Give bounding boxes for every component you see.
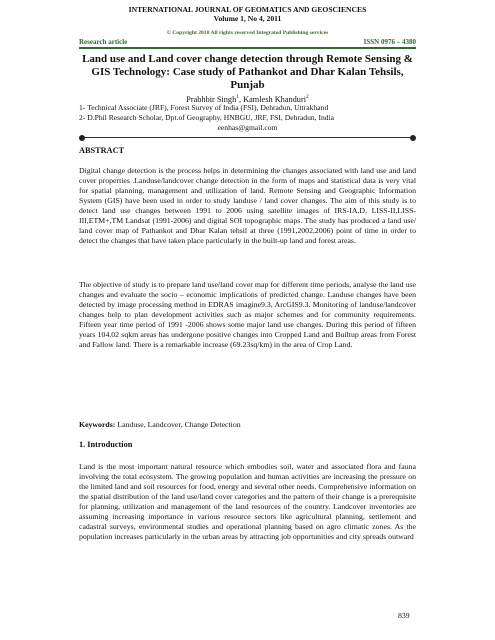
- separator-dot-right: [410, 135, 416, 141]
- author-2: Kamlesh Khanduri: [243, 94, 307, 104]
- separator-dot-left: [79, 135, 85, 141]
- introduction-heading: 1. Introduction: [79, 440, 133, 449]
- author-1-affil-marker: 1: [236, 94, 239, 100]
- journal-volume: Volume 1, No 4, 2011: [213, 14, 282, 23]
- affiliation-2: 2- D.Phil Research Scholar, Dpt.of Geography, HNBGU, JRF, FSI, Dehradun, India: [79, 113, 335, 122]
- author-separator: ,: [238, 94, 244, 104]
- paper-title: Land use and Land cover change detection through Remote Sensing & GIS Technology: Case study of Pathankot and Dhar Kalan Tehsils, Punjab: [82, 53, 413, 91]
- abstract-paragraph-2: The objective of study is to prepare land use/land cover map for different time periods, analyse the land use changes and evaluate the socio – economic implications of predicted change. Landuse changes have been detected by image processing method in EDRAS imagine9.3, ArcGIS9.3. Monitoring of landuse/landcover changes help to plan development activities such as major schemes and for community requirements. Fifteen year time period of 1991 -2006 shows some major land use changes. During this period of fifteen years 104.02 sqkm areas has undergone positive changes into Cropped Land and Builtup areas from Forest and Fallow land. There is a remarkable increase (69.23sq/km) in the area of Crop Land.: [79, 280, 416, 349]
- introduction-paragraph-1: Land is the most important natural resource which embodies soil, water and associated flora and fauna involving the total ecosystem. The growing population and human activities are increasing the pressure on the limited land and soil resources for food, energy and several other needs. Comprehensive information on the spatial distribution of the land use/land cover categories and the pattern of their change is a prerequisite for planning, utilization and management of the land resources of the country. Landcover inventories are assuming increasing importance in various resource sectors like agricultural planning, settlement and cadastral surveys, environmental studies and operational planning based on agro climatic zones. As the population increases particularly in the urban areas by attracting job opportunities and city spreads outward: [79, 462, 416, 541]
- author-1: Prabhbir Singh: [186, 94, 237, 104]
- page-number: 839: [398, 611, 410, 620]
- keywords-label: Keywords:: [79, 420, 116, 429]
- keywords-text: Landuse, Landcover, Change Detection: [115, 420, 241, 429]
- section-separator: [79, 134, 416, 141]
- article-type: Research article: [79, 38, 128, 46]
- journal-header: [0, 5, 495, 23]
- keywords-line: [79, 420, 416, 430]
- author-2-affil-marker: 2: [306, 94, 309, 100]
- issn: ISSN 0976 – 4380: [363, 38, 416, 46]
- author-email[interactable]: eenhas@gmail.com: [217, 123, 278, 132]
- copyright-notice: © Copyright 2010 All rights reserved Integrated Publishing services: [166, 30, 329, 36]
- journal-name: INTERNATIONAL JOURNAL OF GEOMATICS AND GEOSCIENCES: [128, 5, 367, 14]
- separator-line: [84, 137, 411, 138]
- abstract-heading: ABSTRACT: [79, 146, 125, 155]
- abstract-paragraph-1: Digital change detection is the process helps in determining the changes associated with land use and land cover properties .Landuse/landcover change detection in the form of maps and statistical data is very vital for spatial planning, management and utilization of land. Remote Sensing and Geographic Information System (GIS) have been used in order to study landuse / land cover changes. The aim of this study is to detect land use changes between 1991 to 2006 using satellite images of IRS-IA,D, LISS-II,LISS-III,ETM+,TM Landsat (1991-2006) and digital SOI topographic maps. The study has produced a land use/ land cover map of Pathankot and Dhar Kalan tehsil at three (1991,2002,2006) point of time in order to detect the changes that have taken place particularly in the built-up land and forest areas.: [79, 166, 416, 245]
- header-rule: [79, 47, 416, 49]
- affiliation-1: 1- Technical Associate (JRF), Forest Survey of India (FSI), Dehradun, Uttrakhand: [79, 103, 329, 112]
